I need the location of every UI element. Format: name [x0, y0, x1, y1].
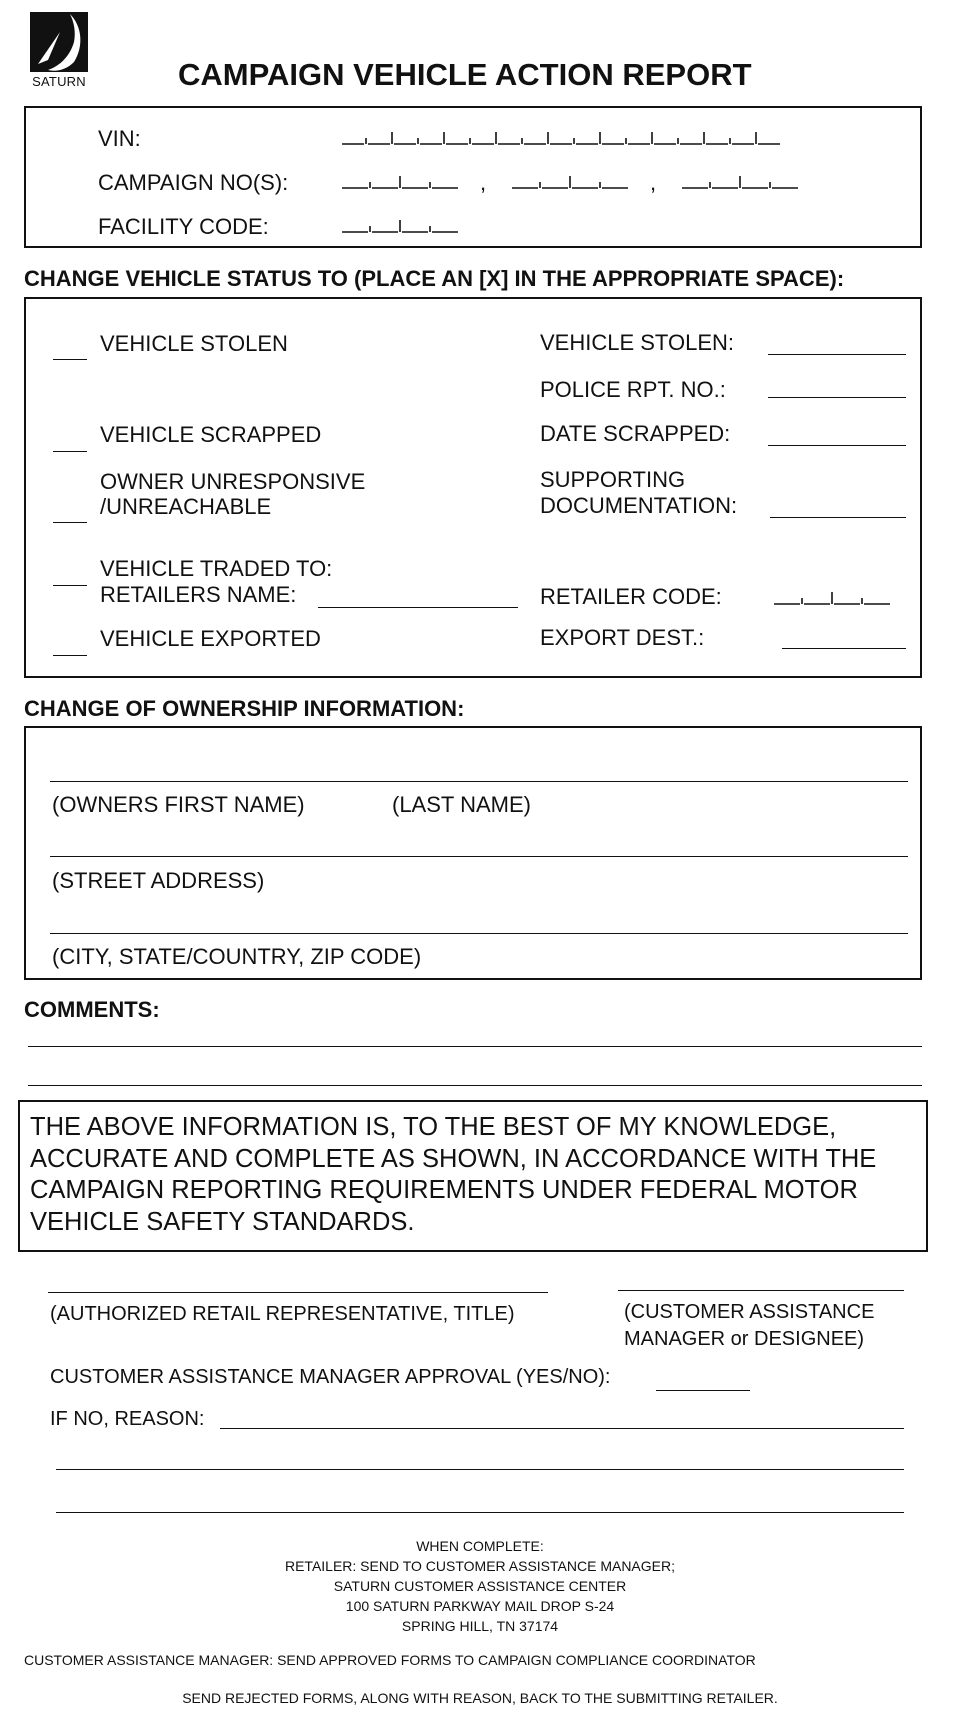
exported-checkbox[interactable]: [53, 655, 87, 656]
footer-line-5: SPRING HILL, TN 37174: [401, 1618, 559, 1634]
street-address-label: (STREET ADDRESS): [52, 868, 265, 893]
campaign-field-3[interactable]: [680, 174, 816, 190]
date-scrapped-field[interactable]: [768, 445, 906, 446]
owner-last-name-label: (LAST NAME): [392, 792, 531, 817]
campaign-field-1[interactable]: [340, 174, 476, 190]
city-state-zip-label: (CITY, STATE/COUNTRY, ZIP CODE): [52, 944, 422, 969]
campaign-comb-3-path: [682, 176, 798, 188]
campaign-label: CAMPAIGN NO(S):: [98, 170, 289, 195]
city-state-zip-field[interactable]: [50, 933, 908, 934]
stolen-checkbox[interactable]: [53, 359, 87, 360]
reason-line-2[interactable]: [56, 1469, 904, 1470]
status-heading: CHANGE VEHICLE STATUS TO (PLACE AN [X] IN THE APPROPRIATE SPACE):: [24, 266, 845, 291]
scrapped-option: VEHICLE SCRAPPED: [100, 422, 322, 447]
retailer-code-comb-path: [774, 592, 890, 604]
footer-instructions: [0, 1536, 960, 1636]
cam-label-line1: (CUSTOMER ASSISTANCE: [624, 1301, 875, 1323]
campaign-separator-1: ,: [480, 170, 487, 195]
if-no-reason-label: IF NO, REASON:: [50, 1408, 205, 1430]
traded-option-line2: RETAILERS NAME:: [100, 582, 297, 607]
comments-line-2[interactable]: [28, 1085, 922, 1086]
street-address-field[interactable]: [50, 856, 908, 857]
unresponsive-option-line2: /UNREACHABLE: [100, 494, 272, 519]
police-report-field[interactable]: [768, 397, 906, 398]
export-dest-field[interactable]: [782, 648, 906, 649]
supporting-doc-field[interactable]: [770, 517, 906, 518]
saturn-logo: [26, 12, 92, 94]
campaign-separator-2: ,: [650, 170, 657, 195]
footer-line-3: SATURN CUSTOMER ASSISTANCE CENTER: [333, 1578, 627, 1594]
stolen-detail-field[interactable]: [768, 354, 906, 355]
comments-label: COMMENTS:: [24, 997, 160, 1022]
campaign-comb-2-path: [512, 176, 628, 188]
traded-option-line1: VEHICLE TRADED TO:: [100, 556, 333, 581]
reason-line-1[interactable]: [220, 1428, 904, 1429]
retailer-code-label: RETAILER CODE:: [540, 584, 722, 609]
retailers-name-field[interactable]: [318, 607, 518, 608]
unresponsive-checkbox[interactable]: [53, 522, 87, 523]
vin-comb-path: [342, 132, 780, 144]
retail-rep-signature-field[interactable]: [48, 1292, 548, 1293]
footer-line-1: WHEN COMPLETE:: [416, 1538, 544, 1554]
police-report-label: POLICE RPT. NO.:: [540, 377, 726, 402]
exported-option: VEHICLE EXPORTED: [100, 626, 321, 651]
facility-label: FACILITY CODE:: [98, 214, 269, 239]
traded-checkbox[interactable]: [53, 585, 87, 586]
page-title: CAMPAIGN VEHICLE ACTION REPORT: [178, 57, 752, 92]
approval-field[interactable]: [656, 1390, 750, 1391]
vin-character-boxes: [340, 130, 814, 146]
facility-comb-path: [342, 220, 458, 232]
supporting-doc-label-line1: SUPPORTING: [540, 467, 686, 492]
cam-label-line2: MANAGER or DESIGNEE): [624, 1328, 865, 1350]
logo-text: SATURN: [32, 74, 86, 89]
vin-label: VIN:: [98, 126, 141, 151]
supporting-doc-label-line2: DOCUMENTATION:: [540, 493, 738, 518]
reason-line-3[interactable]: [56, 1512, 904, 1513]
stolen-detail-label: VEHICLE STOLEN:: [540, 330, 734, 355]
owner-name-field[interactable]: [50, 781, 908, 782]
cam-signature-field[interactable]: [618, 1290, 904, 1291]
campaign-field-2[interactable]: [510, 174, 646, 190]
facility-field[interactable]: [340, 218, 476, 234]
export-dest-label: EXPORT DEST.:: [540, 625, 705, 650]
unresponsive-option-line1: OWNER UNRESPONSIVE: [100, 469, 366, 494]
approval-label: CUSTOMER ASSISTANCE MANAGER APPROVAL (YES/NO):: [50, 1366, 611, 1388]
certification-text: THE ABOVE INFORMATION IS, TO THE BEST OF MY KNOWLEDGE, ACCURATE AND COMPLETE AS SHOWN, IN ACCORDANCE WITH THE CAMPAIGN REPORTING REQUIREMENTS UNDER FEDERAL MOTOR VEHICLE SAFETY STANDARDS.: [30, 1113, 877, 1236]
retail-rep-label: (AUTHORIZED RETAIL REPRESENTATIVE, TITLE): [50, 1303, 515, 1325]
footer-line-2: RETAILER: SEND TO CUSTOMER ASSISTANCE MANAGER;: [284, 1558, 675, 1574]
owner-first-name-label: (OWNERS FIRST NAME): [52, 792, 305, 817]
stolen-option: VEHICLE STOLEN: [100, 331, 288, 356]
ownership-heading: CHANGE OF OWNERSHIP INFORMATION:: [24, 696, 465, 721]
retailer-code-field[interactable]: [772, 590, 908, 606]
saturn-logo-icon: [30, 12, 88, 72]
footer-line-4: 100 SATURN PARKWAY MAIL DROP S-24: [345, 1598, 615, 1614]
rejected-instruction: SEND REJECTED FORMS, ALONG WITH REASON, BACK TO THE SUBMITTING RETAILER.: [182, 1690, 778, 1706]
scrapped-checkbox[interactable]: [53, 451, 87, 452]
comments-line-1[interactable]: [28, 1046, 922, 1047]
ownership-box: [24, 726, 922, 980]
vin-field[interactable]: [340, 130, 814, 146]
date-scrapped-label: DATE SCRAPPED:: [540, 421, 731, 446]
campaign-comb-1-path: [342, 176, 458, 188]
cam-instruction: CUSTOMER ASSISTANCE MANAGER: SEND APPROVED FORMS TO CAMPAIGN COMPLIANCE COORDINATOR: [24, 1652, 756, 1668]
